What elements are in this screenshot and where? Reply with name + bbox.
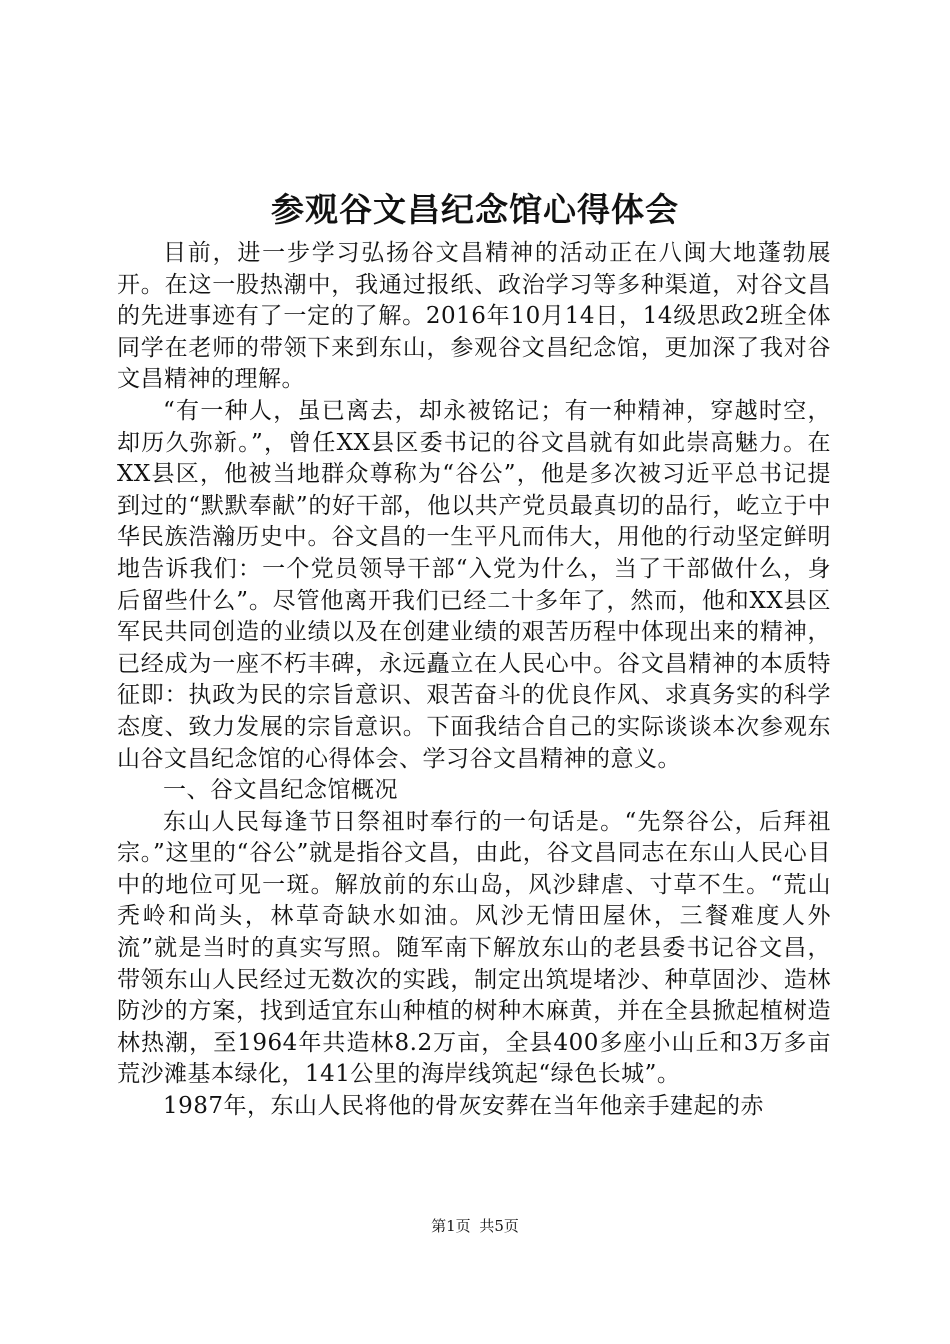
paragraph-intro: 目前，进一步学习弘扬谷文昌精神的活动正在八闽大地蓬勃展开。在这一股热潮中，我通过报纸、政治学习等多种渠道，对谷文昌的先进事迹有了一定的了解。2016年10月14日，14级思政2班全体同学在老师的带领下来到东山，参观谷文昌纪念馆，更加深了我对谷文昌精神的理解。 xyxy=(117,240,831,393)
paragraph-continued: 1987年，东山人民将他的骨灰安葬在当年他亲手建起的赤 xyxy=(163,1093,765,1120)
page-footer: 第1页 共5页 xyxy=(431,1217,519,1235)
paragraph-quote: “有一种人，虽已离去，却永被铭记；有一种精神，穿越时空，却历久弥新。”，曾任XX县区委书记的谷文昌就有如此崇高魅力。在XX县区，他被当地群众尊称为“谷公”，他是多次被习近平总书记提到过的“默默奉献”的好干部，他以共产党员最真切的品行，屹立于中华民族浩瀚历史中。谷文昌的一生平凡而伟大，用他的行动坚定鲜明地告诉我们：一个党员领导干部“入党为什么，当了干部做什么，身后留些什么”。尽管他离开我们已经二十多年了，然而，他和XX县区军民共同创造的业绩以及在创建业绩的艰苦历程中体现出来的精神，已经成为一座不朽丰碑，永远矗立在人民心中。谷文昌精神的本质特征即：执政为民的宗旨意识、艰苦奋斗的优良作风、求真务实的科学态度、致力发展的宗旨意识。下面我结合自己的实际谈谈本次参观东山谷文昌纪念馆的心得体会、学习谷文昌精神的意义。 xyxy=(117,397,831,772)
paragraph-overview: 东山人民每逢节日祭祖时奉行的一句话是。“先祭谷公，后拜祖宗。”这里的“谷公”就是指谷文昌，由此，谷文昌同志在东山人民心目中的地位可见一斑。解放前的东山岛，风沙肆虐、寸草不生。“荒山秃岭和尚头，林草奇缺水如油。风沙无情田屋休，三餐难度人外流”就是当时的真实写照。随军南下解放东山的老县委书记谷文昌，带领东山人民经过无数次的实践，制定出筑堤堵沙、种草固沙、造林防沙的方案，找到适宜东山种植的树种木麻黄，并在全县掀起植树造林热潮，至1964年共造林8.2万亩，全县400多座小山丘和3万多亩荒沙滩基本绿化，141公里的海岸线筑起“绿色长城”。 xyxy=(117,808,831,1088)
document-title: 参观谷文昌纪念馆心得体会 xyxy=(271,190,679,229)
document-body xyxy=(117,238,831,1123)
section-heading: 一、谷文昌纪念馆概况 xyxy=(163,777,398,804)
